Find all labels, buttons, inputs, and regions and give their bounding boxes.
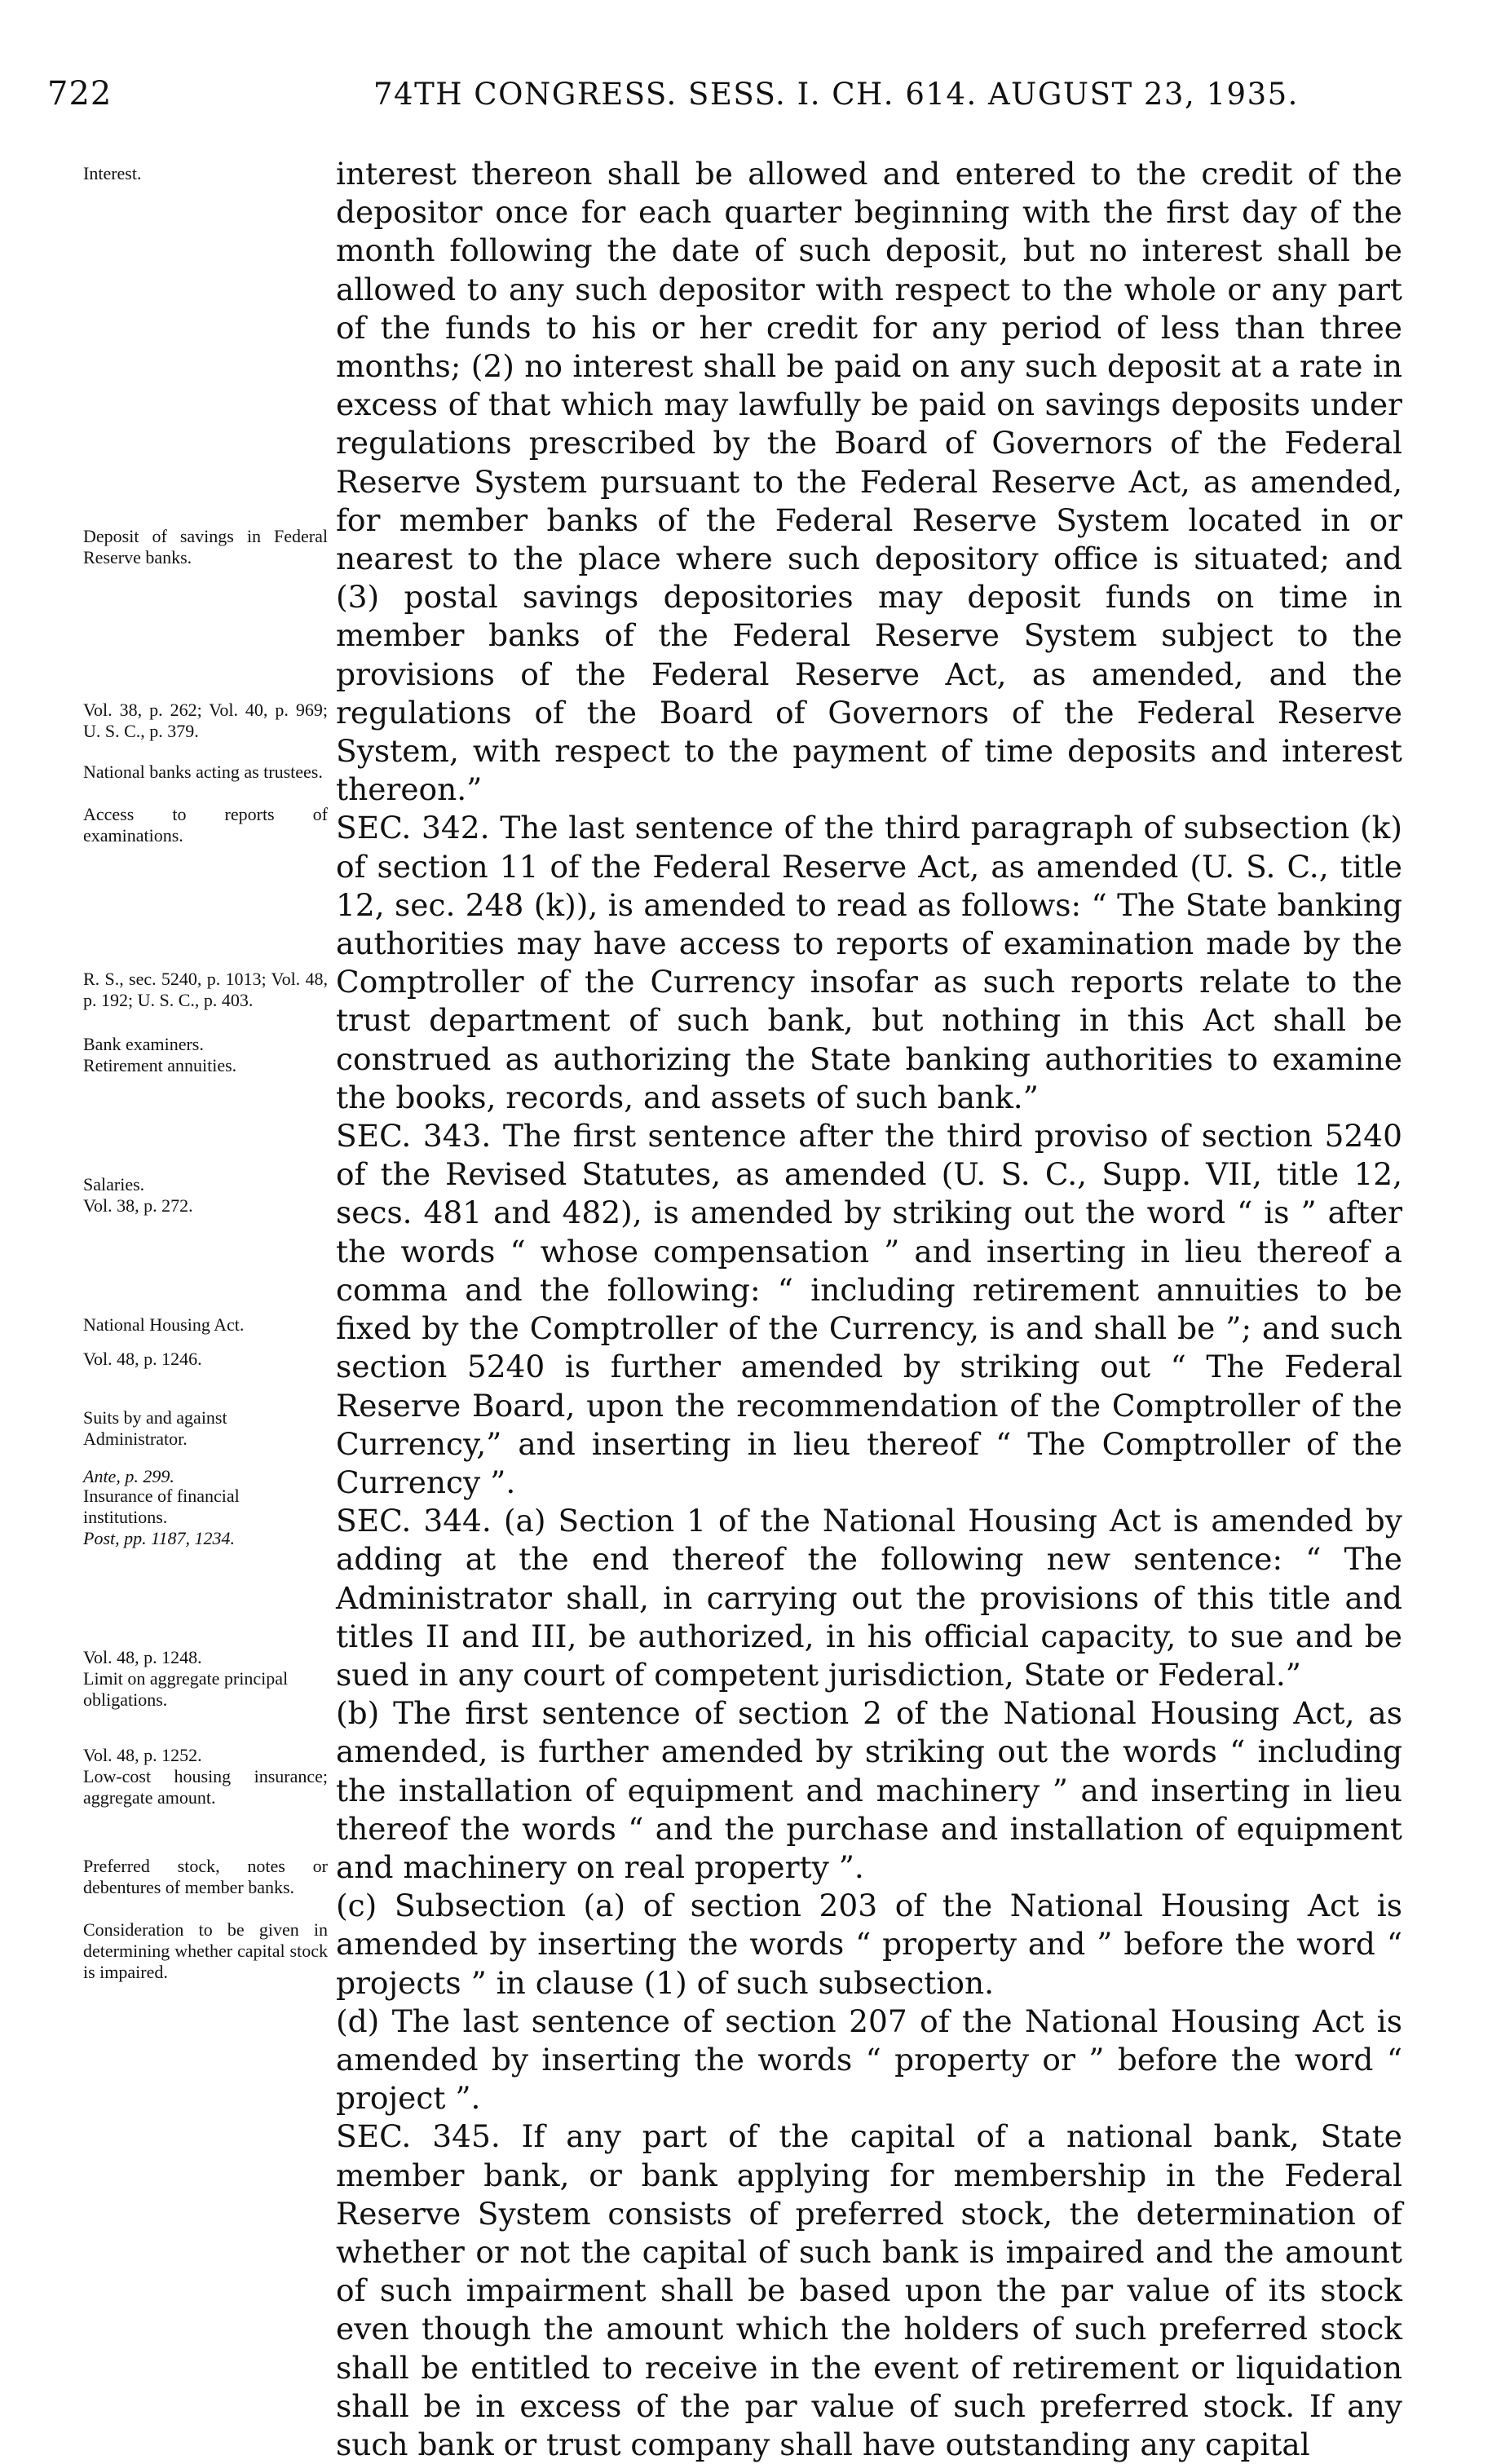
margin-note: Vol. 48, p. 1252.	[83, 1745, 202, 1765]
margin-note: R. S., sec. 5240, p. 1013; Vol. 48, p. 192; U. S. C., p. 403.	[83, 969, 328, 1010]
page-number: 722	[47, 75, 113, 113]
paragraph: SEC. 343. The first sentence after the third proviso of section 5240 of the Revised Statutes, as amended (U. S. C., Supp. VII, title 12, secs. 481 and 482), is amended by striking out the word “ is ” after the words “ whose compensation ” and inserting in lieu thereof a comma and the following: “ including retirement annuities to be fixed by the Comptroller of the Currency, is and shall be ”; and such section 5240 is further amended by striking out “ The Federal Reserve Board, upon the recommendation of the Comptroller of the Currency,” and inserting in lieu thereof “ The Comptroller of the Currency ”.	[336, 1118, 1402, 1500]
margin-note: Preferred stock, notes or debentures of member banks.	[83, 1856, 328, 1897]
margin-note: Consideration to be given in determining whether capital stock is impaired.	[83, 1919, 328, 1982]
margin-note: Retirement annuities.	[83, 1055, 237, 1075]
margin-note: Suits by and against Administrator.	[83, 1407, 227, 1449]
margin-note: National Housing Act.	[83, 1314, 245, 1335]
running-head: 74TH CONGRESS. SESS. I. CH. 614. AUGUST 23, 1935.	[373, 77, 1299, 112]
margin-note: Access to reports of examinations.	[83, 804, 328, 846]
margin-note: Limit on aggregate principal obligations.	[83, 1668, 289, 1710]
margin-note: Insurance of financial institutions.	[83, 1486, 240, 1527]
margin-note: Bank examiners.	[83, 1034, 204, 1054]
paragraph: SEC. 342. The last sentence of the third paragraph of subsection (k) of section 11 of the Federal Reserve Act, as amended (U. S. C., title 12, sec. 248 (k)), is amended to read as follows: “ The State banking authorities may have access to reports of examination made by the Comptroller of the Currency insofar as such reports relate to the trust department of such bank, but nothing in this Act shall be construed as authorizing the State banking authorities to examine the books, records, and assets of such bank.”	[336, 810, 1402, 1115]
paragraph: SEC. 344. (a) Section 1 of the National Housing Act is amended by adding at the end thereof the following new sentence: “ The Administrator shall, in carrying out the provisions of this title and titles II and III, be authorized, in his official capacity, to sue and be sued in any court of competent jurisdiction, State or Federal.”	[336, 1503, 1402, 1693]
margin-note: Vol. 38, p. 272.	[83, 1195, 193, 1216]
margin-note: Deposit of savings in Federal Reserve banks.	[83, 526, 328, 567]
paragraph: (d) The last sentence of section 207 of the National Housing Act is amended by inserting the words “ property or ” before the word “ project ”.	[336, 2003, 1402, 2117]
margin-note: Interest.	[83, 163, 142, 183]
margin-note: Ante, p. 299.	[83, 1466, 174, 1486]
margin-note: Vol. 48, p. 1246.	[83, 1349, 202, 1369]
margin-note: Salaries.	[83, 1174, 145, 1194]
page-header	[47, 75, 1427, 124]
body-text	[336, 155, 1402, 2464]
margin-note: National banks acting as trustees.	[83, 762, 323, 782]
margin-note: Low-cost housing insurance; aggregate amount.	[83, 1766, 328, 1808]
margin-note: Post, pp. 1187, 1234.	[83, 1528, 235, 1548]
paragraph: SEC. 345. If any part of the capital of a national bank, State member bank, or bank applying for membership in the Federal Reserve System consists of preferred stock, the determination of whether or not the capital of such bank is impaired and the amount of such impairment shall be based upon the par value of its stock even though the amount which the holders of such preferred stock shall be entitled to receive in the event of retirement or liquidation shall be in excess of the par value of such preferred stock. If any such bank or trust company shall have outstanding any capital	[336, 2118, 1402, 2462]
margin-note: Vol. 38, p. 262; Vol. 40, p. 969; U. S. C., p. 379.	[83, 700, 328, 741]
paragraph: (c) Subsection (a) of section 203 of the National Housing Act is amended by inserting the words “ property and ” before the word “ projects ” in clause (1) of such subsection.	[336, 1888, 1402, 2001]
paragraph: interest thereon shall be allowed and entered to the credit of the depositor once for each quarter beginning with the first day of the month following the date of such deposit, but no interest shall be allowed to any such depositor with respect to the whole or any part of the funds to his or her credit for any period of less than three months; (2) no interest shall be paid on any such deposit at a rate in excess of that which may lawfully be paid on savings deposits under regulations prescribed by the Board of Governors of the Federal Reserve System pursuant to the Federal Reserve Act, as amended, for member banks of the Federal Reserve System located in or nearest to the place where such depository office is situated; and (3) postal savings depositories may deposit funds on time in member banks of the Federal Reserve System subject to the provisions of the Federal Reserve Act, as amended, and the regulations of the Board of Governors of the Federal Reserve System, with respect to the payment of time deposits and interest thereon.”	[336, 156, 1402, 808]
paragraph: (b) The first sentence of section 2 of the National Housing Act, as amended, is further amended by striking out the words “ including the installation of equipment and machinery ” and inserting in lieu thereof the words “ and the purchase and installation of equipment and machinery on real property ”.	[336, 1695, 1402, 1885]
margin-note: Vol. 48, p. 1248.	[83, 1647, 202, 1667]
